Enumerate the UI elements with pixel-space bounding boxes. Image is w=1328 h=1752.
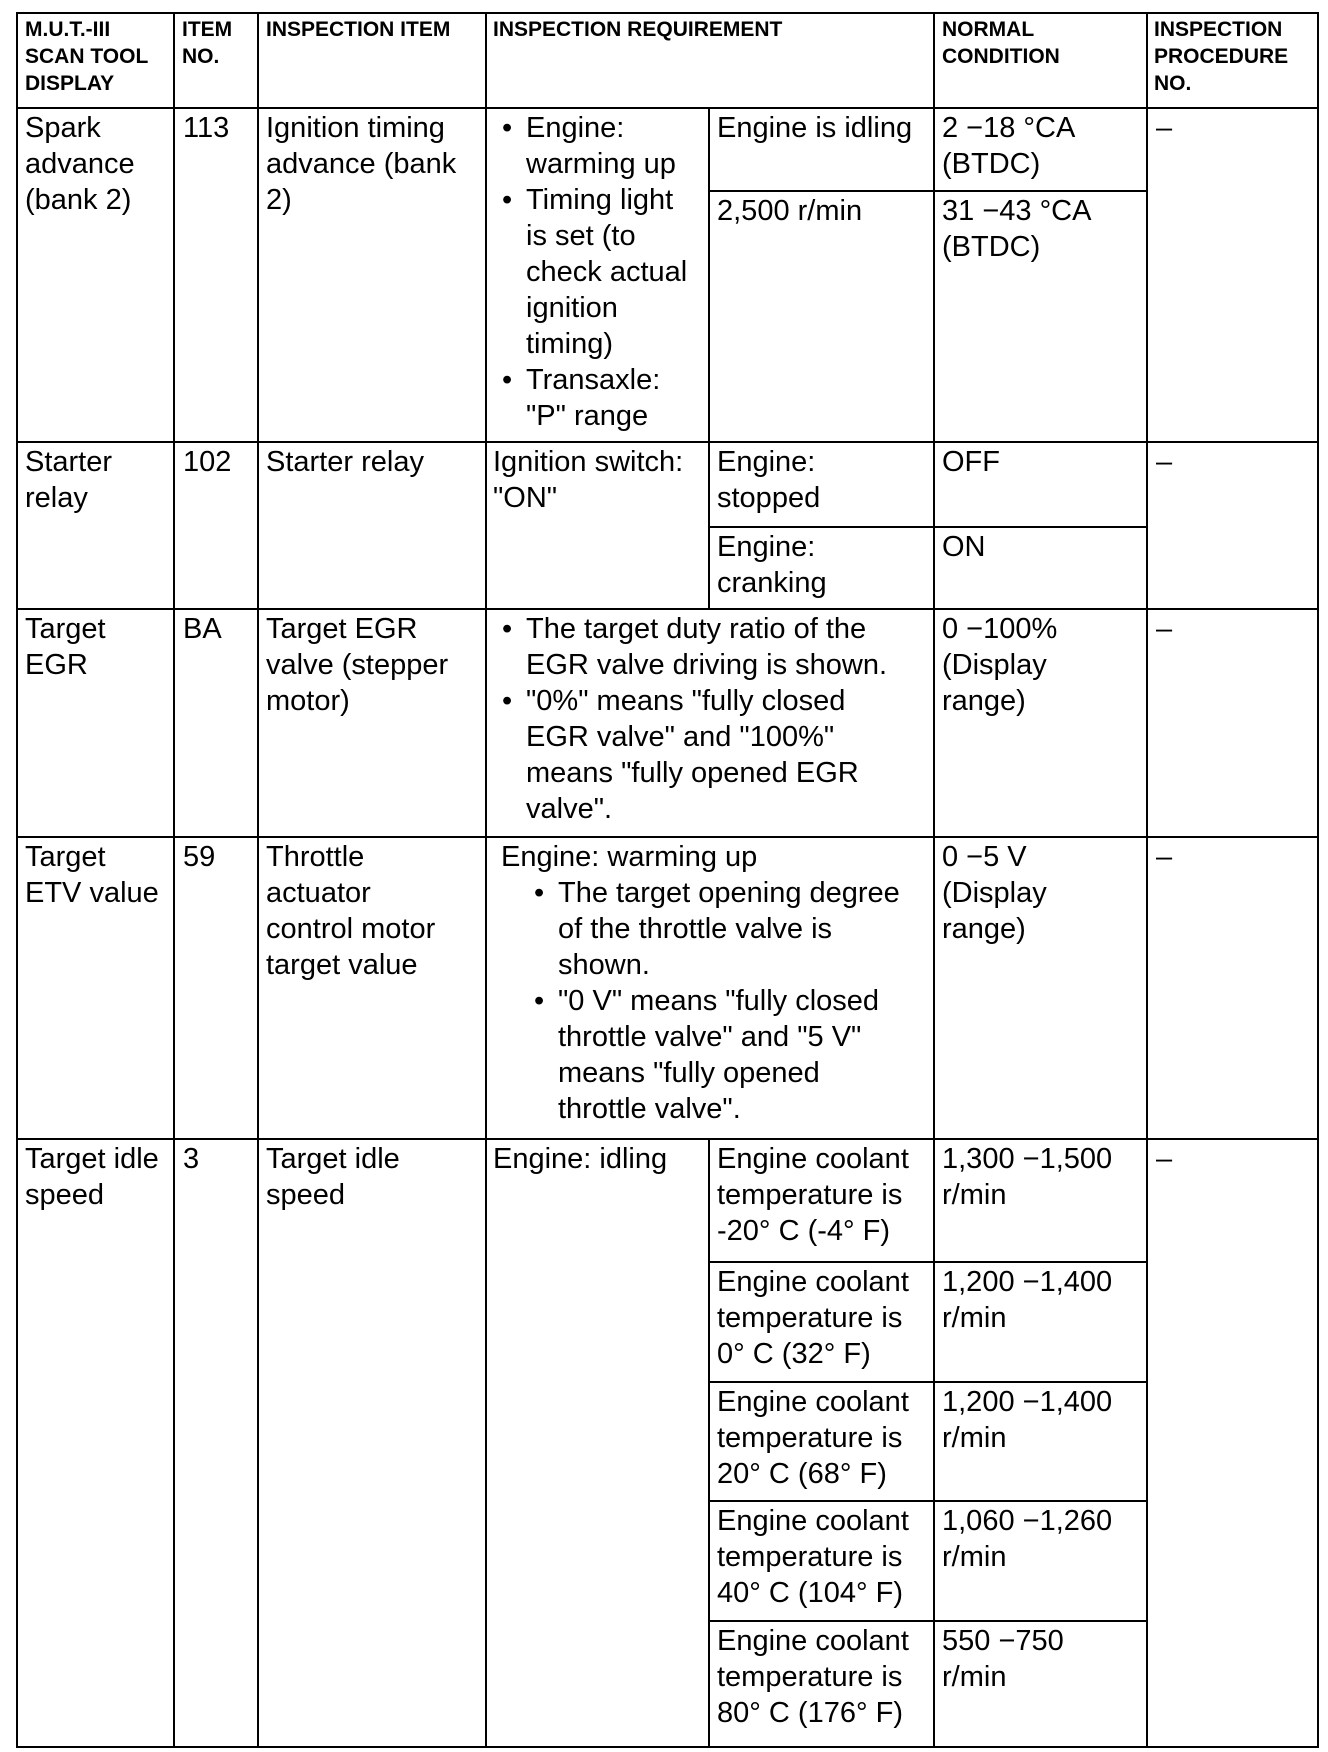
header-inspection-item: INSPECTION ITEM xyxy=(266,18,451,41)
row1-display: Spark advance (bank 2) xyxy=(25,112,135,216)
row5-condition-3: Engine coolant temperature is 20° C (68° F) xyxy=(717,1386,909,1490)
row1-normal-2: 31 −43 °CA (BTDC) xyxy=(942,195,1092,263)
row2-requirement: Ignition switch: "ON" xyxy=(493,446,684,514)
row3-bullet: • The target duty ratio of the EGR valve driving is shown. xyxy=(496,611,887,683)
row2-normal-1: OFF xyxy=(942,446,1000,478)
row1-item-no: 113 xyxy=(183,112,230,144)
row4-normal: 0 −5 V (Display range) xyxy=(942,841,1047,945)
row3-procedure: – xyxy=(1156,613,1173,645)
row4-requirement: Engine: warming up xyxy=(501,841,758,873)
row5-display: Target idle speed xyxy=(25,1143,159,1211)
row1-condition-2: 2,500 r/min xyxy=(717,195,863,227)
row4-requirement-list xyxy=(528,875,900,1127)
row3-inspection-item: Target EGR valve (stepper motor) xyxy=(266,613,449,717)
row3-display: Target EGR xyxy=(25,613,106,681)
row1-condition-1: Engine is idling xyxy=(717,112,913,144)
row1-normal-1: 2 −18 °CA (BTDC) xyxy=(942,112,1076,180)
row5-condition-5: Engine coolant temperature is 80° C (176° F) xyxy=(717,1625,909,1729)
row5-condition-4: Engine coolant temperature is 40° C (104° F) xyxy=(717,1505,909,1609)
row2-normal-2: ON xyxy=(942,531,986,563)
header-inspection-requirement: INSPECTION REQUIREMENT xyxy=(493,18,783,41)
row2-condition-2: Engine: cranking xyxy=(717,531,827,599)
row4-item-no: 59 xyxy=(183,841,216,873)
row1-bullet: • Timing light is set (to check actual ignition timing) xyxy=(496,182,687,362)
row5-normal-1: 1,300 −1,500 r/min xyxy=(942,1143,1113,1211)
row1-bullet: • Engine: warming up xyxy=(496,110,687,182)
row5-condition-1: Engine coolant temperature is -20° C (-4° F) xyxy=(717,1143,909,1247)
row5-normal-2: 1,200 −1,400 r/min xyxy=(942,1266,1113,1334)
row4-inspection-item: Throttle actuator control motor target value xyxy=(266,841,436,981)
row1-requirement-list xyxy=(496,110,687,434)
row2-item-no: 102 xyxy=(183,446,232,478)
row2-condition-1: Engine: stopped xyxy=(717,446,821,514)
row4-bullet: • "0 V" means "fully closed throttle valve" and "5 V" means "fully opened throttle valve". xyxy=(528,983,900,1127)
row5-condition-2: Engine coolant temperature is 0° C (32° F) xyxy=(717,1266,909,1370)
row3-item-no: BA xyxy=(183,613,222,645)
row1-bullet: • Transaxle: "P" range xyxy=(496,362,687,434)
header-display: M.U.T.-III SCAN TOOL DISPLAY xyxy=(25,18,149,95)
row3-normal: 0 −100% (Display range) xyxy=(942,613,1058,717)
row2-procedure: – xyxy=(1156,446,1173,478)
row4-display: Target ETV value xyxy=(25,841,159,909)
row5-item-no: 3 xyxy=(183,1143,200,1175)
row2-display: Starter relay xyxy=(25,446,113,514)
row4-bullet: • The target opening degree of the throttle valve is shown. xyxy=(528,875,900,983)
row4-procedure: – xyxy=(1156,841,1173,873)
row5-normal-3: 1,200 −1,400 r/min xyxy=(942,1386,1113,1454)
header-procedure-no: INSPECTION PROCEDURE NO. xyxy=(1154,18,1289,95)
row5-procedure: – xyxy=(1156,1143,1173,1175)
header-item-no: ITEM NO. xyxy=(182,18,233,68)
row5-inspection-item: Target idle speed xyxy=(266,1143,400,1211)
row2-inspection-item: Starter relay xyxy=(266,446,424,478)
row3-requirement-list xyxy=(496,611,887,827)
row5-normal-4: 1,060 −1,260 r/min xyxy=(942,1505,1113,1573)
row1-procedure: – xyxy=(1156,112,1173,144)
row5-requirement: Engine: idling xyxy=(493,1143,668,1175)
row5-normal-5: 550 −750 r/min xyxy=(942,1625,1064,1693)
header-normal-condition: NORMAL CONDITION xyxy=(942,18,1060,68)
row3-bullet: • "0%" means "fully closed EGR valve" and "100%" means "fully opened EGR valve". xyxy=(496,683,887,827)
row1-inspection-item: Ignition timing advance (bank 2) xyxy=(266,112,457,216)
